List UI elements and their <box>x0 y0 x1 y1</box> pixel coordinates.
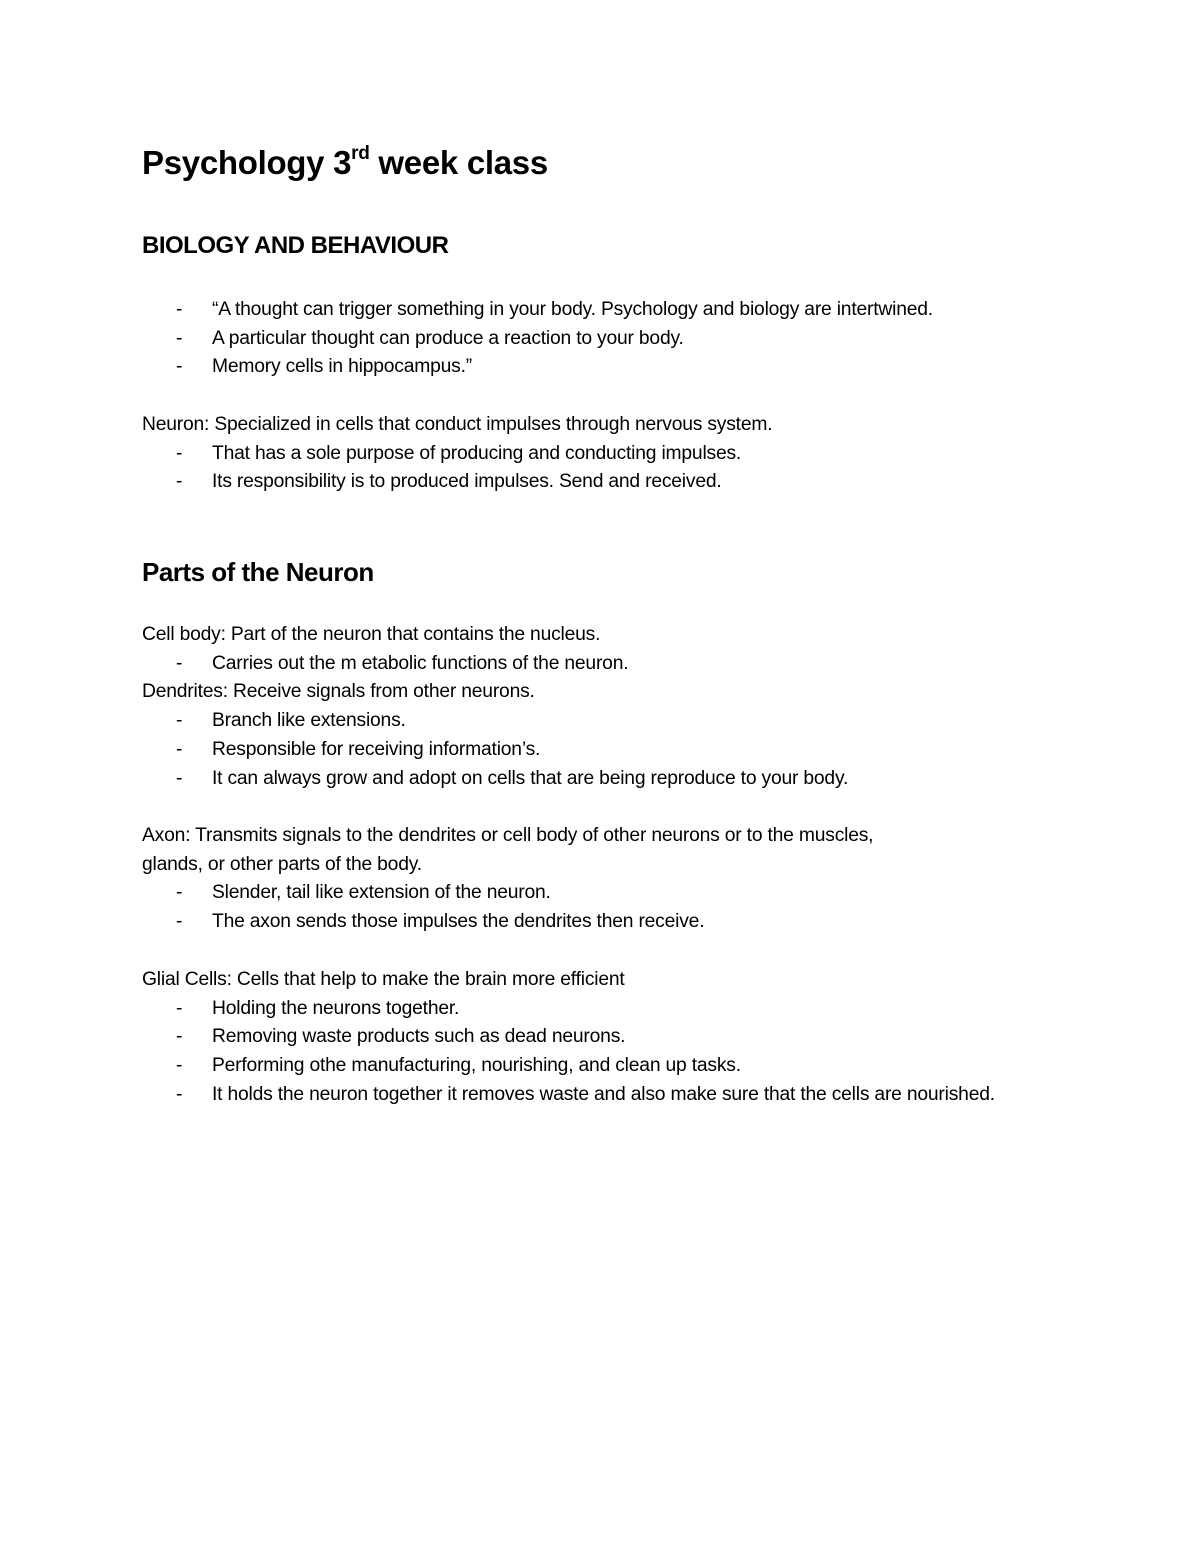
axon-definition-line2: glands, or other parts of the body. <box>142 853 422 875</box>
list-item: - Slender, tail like extension of the neuron. <box>142 879 1062 908</box>
list-item: - Carries out the m etabolic functions of the neuron. <box>142 650 1062 679</box>
section-heading-parts: Parts of the Neuron <box>142 557 374 587</box>
bullet-marker: - <box>176 1026 183 1048</box>
title-superscript: rd <box>351 143 370 164</box>
list-item: - The axon sends those impulses the dendrites then receive. <box>142 908 1062 937</box>
glial-block <box>142 966 1062 1110</box>
bullet-marker: - <box>176 1083 183 1105</box>
dendrites-definition: Dendrites: Receive signals from other neurons. <box>142 681 535 703</box>
list-item: - Memory cells in hippocampus.” <box>142 353 1062 382</box>
axon-block <box>142 822 1062 937</box>
document-title <box>142 144 548 182</box>
list-item: - It can always grow and adopt on cells that are being reproduce to your body. <box>142 765 1062 794</box>
list-item: - Holding the neurons together. <box>142 995 1062 1024</box>
neuron-block <box>142 411 1062 497</box>
list-item: - Responsible for receiving information’s. <box>142 736 1062 765</box>
bullet-marker: - <box>176 471 183 493</box>
list-item: - It holds the neuron together it removes waste and also make sure that the cells are nourished. <box>142 1081 1012 1110</box>
bullet-marker: - <box>176 1055 183 1077</box>
cell-body-definition: Cell body: Part of the neuron that contains the nucleus. <box>142 624 601 645</box>
bullet-marker: - <box>176 882 183 904</box>
bullet-marker: - <box>176 299 183 320</box>
biology-bullets <box>142 296 1062 382</box>
bullet-marker: - <box>176 997 183 1019</box>
list-item: - Its responsibility is to produced impulses. Send and received. <box>142 468 1062 497</box>
title-text: Psychology 3 <box>142 144 352 181</box>
section-heading-biology: BIOLOGY AND BEHAVIOUR <box>142 232 449 259</box>
bullet-marker: - <box>176 738 183 760</box>
axon-definition-line1: Axon: Transmits signals to the dendrites or cell body of other neurons or to the muscles, <box>142 825 874 846</box>
bullet-marker: - <box>176 327 183 349</box>
list-item: - Branch like extensions. <box>142 707 1062 736</box>
list-item: - That has a sole purpose of producing and conducting impulses. <box>142 440 1062 469</box>
cell-body-dendrites-block <box>142 621 1062 793</box>
glial-definition: Glial Cells: Cells that help to make the brain more efficient <box>142 969 625 990</box>
title-text-rest: week class <box>369 144 548 181</box>
neuron-definition: Neuron: Specialized in cells that conduct impulses through nervous system. <box>142 414 773 435</box>
bullet-marker: - <box>176 356 183 378</box>
bullet-marker: - <box>176 652 183 674</box>
bullet-marker: - <box>176 710 183 732</box>
list-item: - Removing waste products such as dead neurons. <box>142 1023 1062 1052</box>
list-item: - “A thought can trigger something in your body. Psychology and biology are intertwined. <box>142 296 1062 325</box>
bullet-marker: - <box>176 442 183 464</box>
bullet-marker: - <box>176 767 183 789</box>
list-item: - Performing othe manufacturing, nourishing, and clean up tasks. <box>142 1052 1062 1081</box>
list-item: - A particular thought can produce a reaction to your body. <box>142 325 1062 354</box>
bullet-marker: - <box>176 911 183 933</box>
